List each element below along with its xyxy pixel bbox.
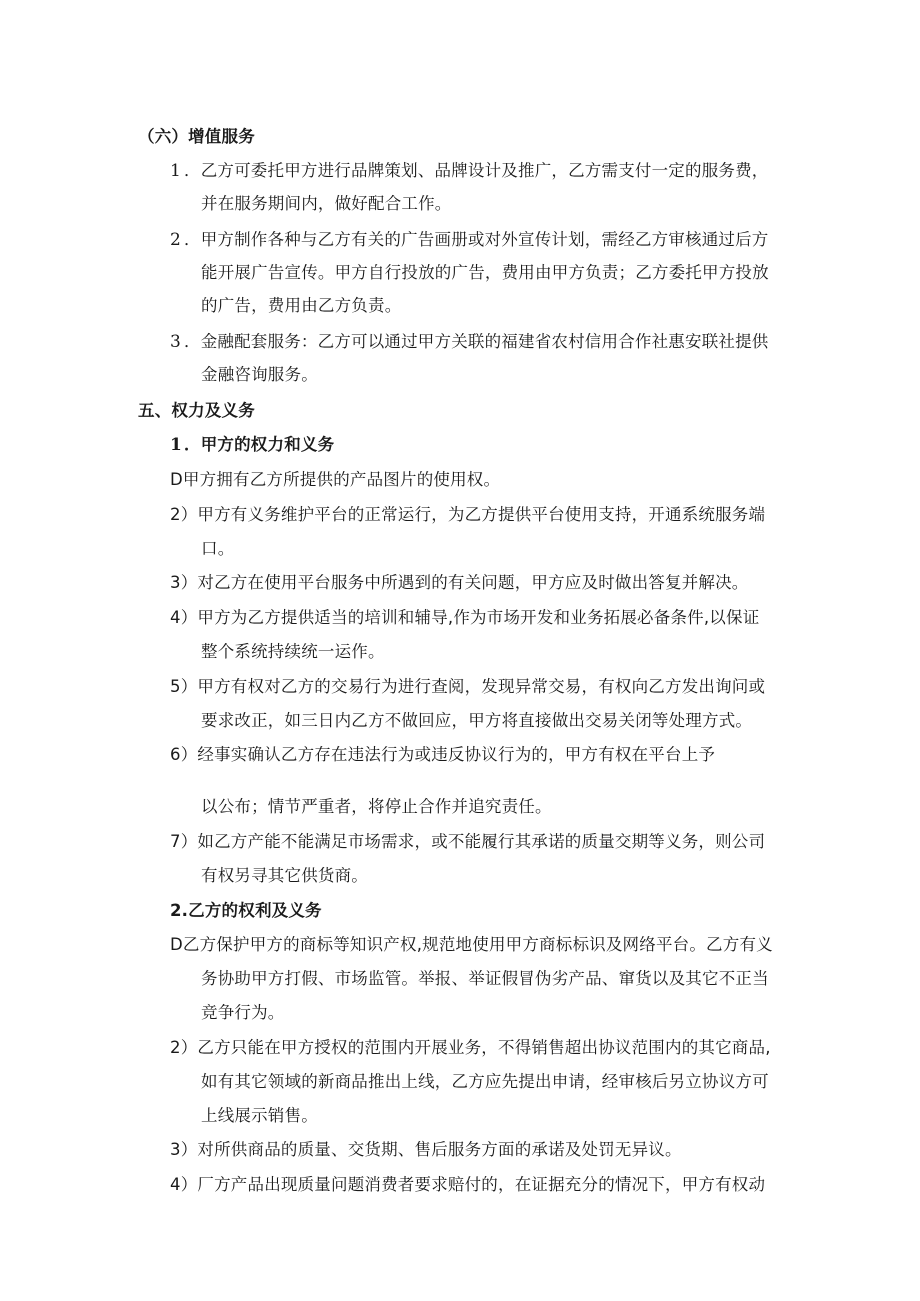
paragraph-line: ．甲方制作各种与乙方有关的广告画册或对外宣传计划，需经乙方审核通过后方	[184, 230, 769, 249]
paragraph-line: 竞争行为。	[201, 1003, 285, 1022]
list-item: 6）经事实确认乙方存在违法行为或违反协议行为的，甲方有权在平台上予	[170, 745, 716, 764]
list-item: D甲方拥有乙方所提供的产品图片的使用权。	[170, 470, 501, 489]
subsection-number: 1	[170, 435, 182, 455]
subsection-title-party-b: 2.乙方的权利及义务	[170, 901, 322, 920]
paragraph-line: ．金融配套服务：乙方可以通过甲方关联的福建省农村信用合作社惠安联社提供	[184, 332, 769, 351]
section-heading-rights: 五、权力及义务	[138, 401, 255, 420]
list-item: 2）甲方有义务维护平台的正常运行，为乙方提供平台使用支持，开通系统服务端	[170, 505, 766, 524]
item-number: 3	[170, 332, 181, 352]
paragraph-line: 并在服务期间内，做好配合工作。	[201, 194, 452, 213]
list-item: 7）如乙方产能不能满足市场需求，或不能履行其承诺的质量交期等义务，则公司	[170, 832, 766, 851]
paragraph-line: 如有其它领域的新商品推出上线，乙方应先提出申请，经审核后另立协议方可	[201, 1072, 769, 1091]
list-item: 3）对乙方在使用平台服务中所遇到的有关问题，甲方应及时做出答复并解决。	[170, 573, 749, 592]
list-item: 4）厂方产品出现质量问题消费者要求赔付的，在证据充分的情况下，甲方有权动	[170, 1175, 766, 1194]
list-item: 4）甲方为乙方提供适当的培训和辅导,作为市场开发和业务拓展必备条件,以保证	[170, 608, 760, 627]
subsection-title-party-a: ．甲方的权力和义务	[184, 435, 335, 454]
paragraph-line: 务协助甲方打假、市场监管。举报、举证假冒伪劣产品、窜货以及其它不正当	[201, 969, 769, 988]
list-item: 5）甲方有权对乙方的交易行为进行查阅，发现异常交易，有权向乙方发出询问或	[170, 677, 766, 696]
section-heading-value-added: （六）增值服务	[138, 127, 255, 146]
paragraph-line: 上线展示销售。	[201, 1106, 318, 1125]
list-item: 2）乙方只能在甲方授权的范围内开展业务，不得销售超出协议范围内的其它商品,	[170, 1038, 771, 1057]
paragraph-line: ．乙方可委托甲方进行品牌策划、品牌设计及推广，乙方需支付一定的服务费，	[184, 161, 769, 180]
paragraph-line: 能开展广告宣传。甲方自行投放的广告，费用由甲方负责；乙方委托甲方投放	[201, 263, 769, 282]
paragraph-line: 的广告，费用由乙方负责。	[201, 296, 402, 315]
item-number: 2	[170, 230, 181, 250]
paragraph-line: 整个系统持续统一运作。	[201, 642, 385, 661]
paragraph-line: 金融咨询服务。	[201, 365, 318, 384]
item-number: 1	[170, 161, 181, 181]
paragraph-line: 口。	[201, 539, 235, 558]
paragraph-line: 有权另寻其它供货商。	[201, 866, 368, 885]
paragraph-line: 要求改正，如三日内乙方不做回应，甲方将直接做出交易关闭等处理方式。	[201, 711, 753, 730]
list-item: 3）对所供商品的质量、交货期、售后服务方面的承诺及处罚无异议。	[170, 1140, 682, 1159]
paragraph-line: 以公布；情节严重者，将停止合作并追究责任。	[201, 797, 552, 816]
list-item: D乙方保护甲方的商标等知识产权,规范地使用甲方商标标识及网络平台。乙方有义	[170, 935, 773, 954]
